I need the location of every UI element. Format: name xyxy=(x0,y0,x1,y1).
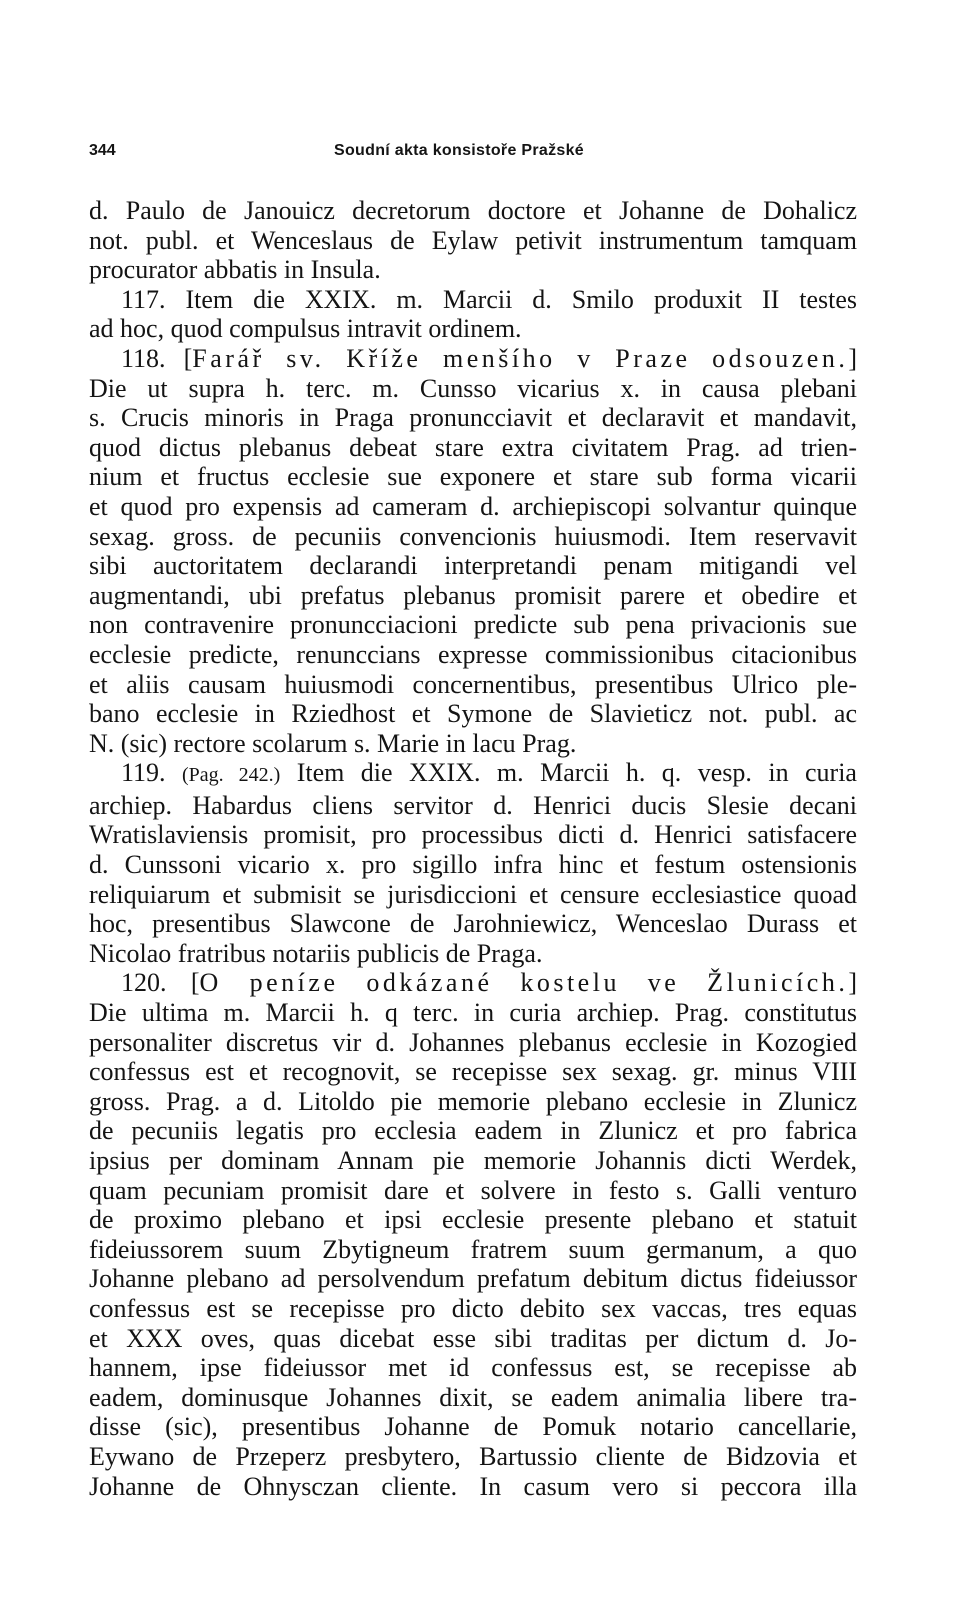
entry-number: 119. xyxy=(121,758,182,788)
text-line: d. Paulo de Janouicz decretorum doctore et Johanne de Dohalicz xyxy=(89,196,857,225)
text-line: Die ultima m. Marcii h. q terc. in curia archiep. Prag. constitutus xyxy=(89,998,857,1028)
text-line: sexag. gross. de pecuniis convencionis huiusmodi. Item reservavit xyxy=(89,521,857,551)
text-line: augmentandi, ubi prefatus plebanus promisit parere et obedire et xyxy=(89,580,857,610)
text-line: de pecuniis legatis pro ecclesia eadem in Zlunicz et pro fabrica xyxy=(89,1116,857,1146)
page-header xyxy=(89,142,857,170)
text-line: reliquiarum et submisit se jurisdiccioni et censure ecclesiastice quoad xyxy=(89,879,857,909)
text-line: Die ut supra h. terc. m. Cunsso vicarius x. in causa plebani xyxy=(89,373,857,403)
text-line: Wratislaviensis promisit, pro processibus dicti d. Henrici satisfacere xyxy=(89,820,857,850)
text-line: ipsius per dominam Annam pie memorie Johannis dicti Werdek, xyxy=(89,1146,857,1175)
text-line: quam pecuniam promisit dare et solvere in festo s. Galli venturo xyxy=(89,1175,857,1205)
text-line: et XXX oves, quas dicebat esse sibi traditas per dictum d. Jo- xyxy=(89,1323,857,1353)
entry-first-line xyxy=(89,758,857,791)
text-line: et aliis causam huiusmodi concernentibus, presentibus Ulrico ple- xyxy=(89,669,857,699)
entry-heading xyxy=(89,344,857,374)
text-line: bano ecclesie in Rziedhost et Symone de Slavieticz not. publ. ac xyxy=(89,699,857,729)
text-line: ad hoc, quod compulsus intravit ordinem. xyxy=(89,314,522,344)
text-line: personaliter discretus vir d. Johannes plebanus ecclesie in Kozogied xyxy=(89,1027,857,1057)
text-line: Eywano de Przeperz presbytero, Bartussio cliente de Bidzovia et xyxy=(89,1441,857,1471)
text-line: d. Cunssoni vicario x. pro sigillo infra hinc et festum ostensionis xyxy=(89,850,857,880)
entry-first-line-text: Item die XXIX. m. Marcii h. q. vesp. in curia xyxy=(280,758,857,788)
text-line: gross. Prag. a d. Litoldo pie memorie plebano ecclesie in Zlunicz xyxy=(89,1086,857,1116)
text-line: hannem, ipse fideiussor met id confessus est, se recepisse ab xyxy=(89,1353,857,1383)
entry-117 xyxy=(89,285,857,344)
text-line: Nicolao fratribus notariis publicis de Praga. xyxy=(89,938,543,968)
text-line: procurator abbatis in Insula. xyxy=(89,255,381,285)
text-line: quod dictus plebanus debeat stare extra civitatem Prag. ad trien- xyxy=(89,432,857,462)
text-line: de proximo plebano et ipsi ecclesie presente plebano et statuit xyxy=(89,1205,857,1235)
text-line: s. Crucis minoris in Praga pronuncciavit et declaravit et mandavit, xyxy=(89,403,857,433)
text-line: N. (sic) rectore scolarum s. Marie in lacu Prag. xyxy=(89,728,577,758)
text-line: nium et fructus ecclesie sue exponere et stare sub forma vicarii xyxy=(89,462,857,492)
text-line: 117. Item die XXIX. m. Marcii d. Smilo produxit II testes xyxy=(121,284,857,314)
entry-heading-close: ] xyxy=(848,343,857,373)
text-line: Johanne de Ohnysczan cliente. In casum vero si peccora illa xyxy=(89,1471,857,1501)
entry-120 xyxy=(89,968,857,1501)
running-title: Soudní akta konsistoře Pražské xyxy=(334,142,584,159)
text-body xyxy=(89,196,857,1501)
entry-heading-spaced: Farář sv. Kříže menšího v Praze odsouzen. xyxy=(192,343,849,373)
text-line: confessus est se recepisse pro dicto debito sex vaccas, tres equas xyxy=(89,1293,857,1323)
paragraph-continuation xyxy=(89,196,857,285)
text-line: non contravenire pronuncciacioni predicte sub pena privacionis sue xyxy=(89,610,857,640)
entry-heading-spaced: O peníze odkázané kostelu ve Žlunicích. xyxy=(199,968,849,998)
text-line: et quod pro expensis ad cameram d. archiepiscopi solvantur quinque xyxy=(89,491,857,521)
entry-heading xyxy=(89,968,857,998)
entry-number: 120. [ xyxy=(121,968,200,998)
text-line: disse (sic), presentibus Johanne de Pomuk notario cancellarie, xyxy=(89,1412,857,1442)
text-line: eadem, dominusque Johannes dixit, se eadem animalia libere tra- xyxy=(89,1382,857,1412)
text-line: fideiussorem suum Zbytigneum fratrem suum germanum, a quo xyxy=(89,1234,857,1264)
text-line: sibi auctoritatem declarandi interpretandi penam mitigandi vel xyxy=(89,551,857,581)
entry-119 xyxy=(89,758,857,968)
text-line: ecclesie predicte, renunccians expresse commissionibus citacionibus xyxy=(89,639,857,669)
entry-heading-close: ] xyxy=(848,968,857,998)
page-number: 344 xyxy=(89,142,116,159)
text-line: not. publ. et Wenceslaus de Eylaw petivit instrumentum tamquam xyxy=(89,225,857,255)
entry-118 xyxy=(89,344,857,758)
page-marker: (Pag. 242.) xyxy=(181,764,281,787)
text-line: archiep. Habardus cliens servitor d. Henrici ducis Slesie decani xyxy=(89,790,857,820)
text-line: Johanne plebano ad persolvendum prefatum debitum dictus fideiussor xyxy=(89,1264,857,1294)
text-line: hoc, presentibus Slawcone de Jarohniewicz, Wenceslao Durass et xyxy=(89,909,857,939)
entry-number: 118. [ xyxy=(121,343,193,373)
text-line: confessus est et recognovit, se recepisse sex sexag. gr. minus VIII xyxy=(89,1057,857,1087)
